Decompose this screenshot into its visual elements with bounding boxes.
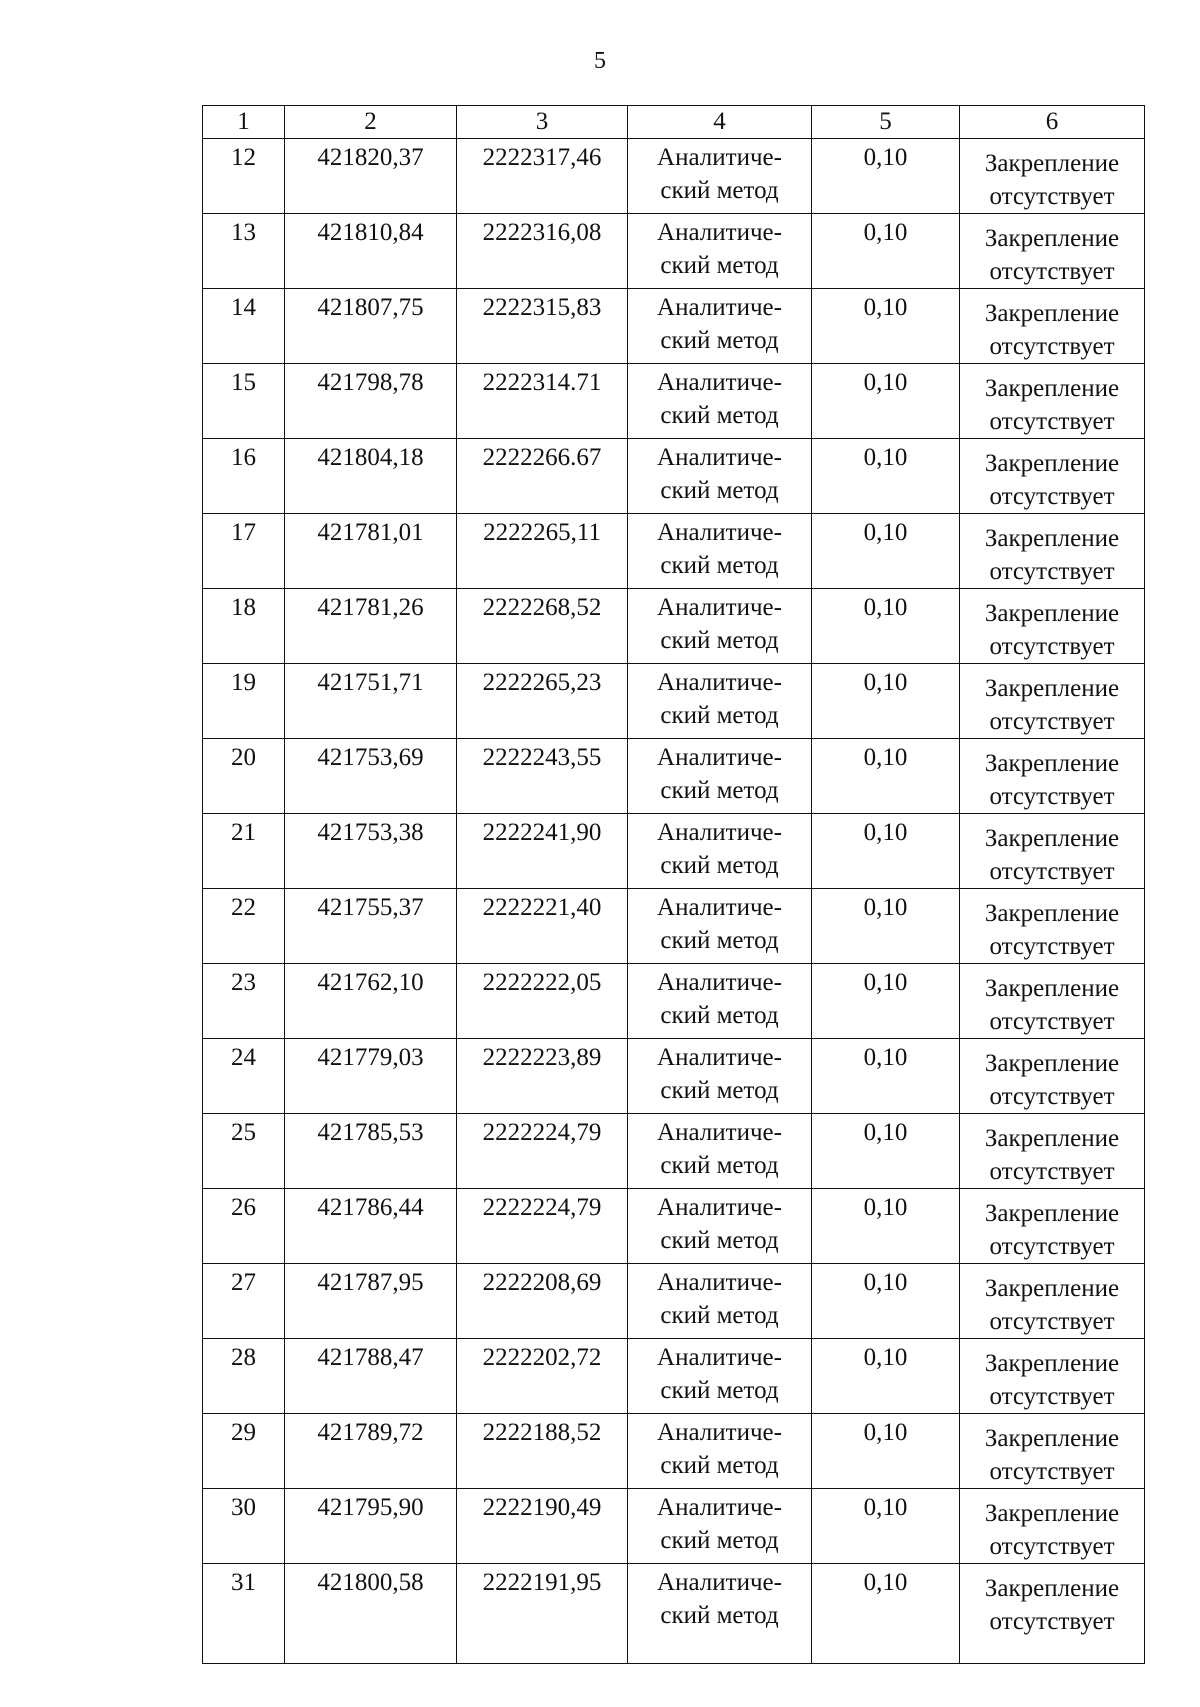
table-row	[203, 1414, 1145, 1489]
header-cell-5: 5	[812, 106, 960, 139]
method-text-line: Аналитиче-	[657, 1344, 782, 1371]
table-row	[203, 1564, 1145, 1664]
method-text-line: Аналитиче-	[657, 1194, 782, 1221]
table-row	[203, 439, 1145, 514]
method-cell	[628, 739, 812, 814]
point-number-cell: 31	[203, 1564, 285, 1664]
table-body	[203, 139, 1145, 1664]
y-coordinate-cell: 2222208,69	[457, 1264, 628, 1339]
fixing-cell	[960, 739, 1145, 814]
method-text-line: Аналитиче-	[657, 1419, 782, 1446]
fixing-cell	[960, 589, 1145, 664]
point-number-cell: 26	[203, 1189, 285, 1264]
x-coordinate-cell: 421800,58	[285, 1564, 457, 1664]
method-cell	[628, 1264, 812, 1339]
method-text-line: ский метод	[660, 852, 779, 879]
fixing-text-line: Закрепление	[984, 225, 1120, 252]
point-number-cell: 24	[203, 1039, 285, 1114]
method-text-line: ский метод	[660, 177, 779, 204]
method-text-line: ский метод	[660, 1377, 779, 1404]
method-text-line: Аналитиче-	[657, 219, 782, 246]
y-coordinate-cell: 2222315,83	[457, 289, 628, 364]
x-coordinate-cell: 421779,03	[285, 1039, 457, 1114]
fixing-cell	[960, 1114, 1145, 1189]
point-number-cell: 20	[203, 739, 285, 814]
fixing-text-line: отсутствует	[989, 783, 1115, 810]
table-row	[203, 814, 1145, 889]
x-coordinate-cell: 421810,84	[285, 214, 457, 289]
accuracy-cell: 0,10	[812, 664, 960, 739]
method-text-line: ский метод	[660, 327, 779, 354]
y-coordinate-cell: 2222190,49	[457, 1489, 628, 1564]
y-coordinate-cell: 2222224,79	[457, 1114, 628, 1189]
fixing-text-line: отсутствует	[989, 1083, 1115, 1110]
x-coordinate-cell: 421798,78	[285, 364, 457, 439]
accuracy-cell: 0,10	[812, 589, 960, 664]
y-coordinate-cell: 2222191,95	[457, 1564, 628, 1664]
method-text-line: ский метод	[660, 927, 779, 954]
header-cell-3: 3	[457, 106, 628, 139]
table-row	[203, 1189, 1145, 1264]
method-text-line: ский метод	[660, 402, 779, 429]
fixing-text-line: отсутствует	[989, 708, 1115, 735]
x-coordinate-cell: 421762,10	[285, 964, 457, 1039]
point-number-cell: 14	[203, 289, 285, 364]
accuracy-cell: 0,10	[812, 1414, 960, 1489]
table-row	[203, 964, 1145, 1039]
fixing-text-line: Закрепление	[984, 975, 1120, 1002]
y-coordinate-cell: 2222224,79	[457, 1189, 628, 1264]
fixing-text-line: Закрепление	[984, 1425, 1120, 1452]
fixing-text-line: отсутствует	[989, 483, 1115, 510]
method-cell	[628, 514, 812, 589]
fixing-text-line: отсутствует	[989, 258, 1115, 285]
y-coordinate-cell: 2222221,40	[457, 889, 628, 964]
y-coordinate-cell: 2222317,46	[457, 139, 628, 214]
method-text-line: Аналитиче-	[657, 444, 782, 471]
table-row	[203, 139, 1145, 214]
accuracy-cell: 0,10	[812, 1339, 960, 1414]
method-text-line: Аналитиче-	[657, 819, 782, 846]
table-row	[203, 1039, 1145, 1114]
y-coordinate-cell: 2222241,90	[457, 814, 628, 889]
method-text-line: ский метод	[660, 1227, 779, 1254]
y-coordinate-cell: 2222202,72	[457, 1339, 628, 1414]
x-coordinate-cell: 421807,75	[285, 289, 457, 364]
y-coordinate-cell: 2222266.67	[457, 439, 628, 514]
method-text-line: Аналитиче-	[657, 144, 782, 171]
method-text-line: Аналитиче-	[657, 1494, 782, 1521]
fixing-text-line: отсутствует	[989, 1008, 1115, 1035]
fixing-text-line: отсутствует	[989, 933, 1115, 960]
accuracy-cell: 0,10	[812, 1114, 960, 1189]
method-text-line: ский метод	[660, 1452, 779, 1479]
point-number-cell: 18	[203, 589, 285, 664]
accuracy-cell: 0,10	[812, 439, 960, 514]
x-coordinate-cell: 421751,71	[285, 664, 457, 739]
method-text-line: Аналитиче-	[657, 744, 782, 771]
fixing-text-line: Закрепление	[984, 525, 1120, 552]
fixing-text-line: отсутствует	[989, 333, 1115, 360]
fixing-text-line: отсутствует	[989, 1158, 1115, 1185]
method-cell	[628, 814, 812, 889]
y-coordinate-cell: 2222265,23	[457, 664, 628, 739]
method-text-line: ский метод	[660, 252, 779, 279]
accuracy-cell: 0,10	[812, 289, 960, 364]
fixing-text-line: Закрепление	[984, 1575, 1120, 1602]
fixing-cell	[960, 289, 1145, 364]
fixing-cell	[960, 1189, 1145, 1264]
point-number-cell: 19	[203, 664, 285, 739]
x-coordinate-cell: 421787,95	[285, 1264, 457, 1339]
fixing-text-line: отсутствует	[989, 1533, 1115, 1560]
fixing-text-line: отсутствует	[989, 633, 1115, 660]
y-coordinate-cell: 2222314.71	[457, 364, 628, 439]
method-text-line: ский метод	[660, 1527, 779, 1554]
fixing-cell	[960, 889, 1145, 964]
table-row	[203, 289, 1145, 364]
fixing-text-line: Закрепление	[984, 1125, 1120, 1152]
fixing-text-line: отсутствует	[989, 858, 1115, 885]
fixing-text-line: отсутствует	[989, 1233, 1115, 1260]
point-number-cell: 17	[203, 514, 285, 589]
fixing-text-line: отсутствует	[989, 558, 1115, 585]
table-row	[203, 889, 1145, 964]
accuracy-cell: 0,10	[812, 964, 960, 1039]
accuracy-cell: 0,10	[812, 1264, 960, 1339]
point-number-cell: 12	[203, 139, 285, 214]
fixing-text-line: отсутствует	[989, 1383, 1115, 1410]
fixing-text-line: отсутствует	[989, 1308, 1115, 1335]
fixing-text-line: отсутствует	[989, 1608, 1115, 1635]
method-cell	[628, 964, 812, 1039]
method-text-line: Аналитиче-	[657, 1044, 782, 1071]
table-row	[203, 1264, 1145, 1339]
header-cell-2: 2	[285, 106, 457, 139]
method-cell	[628, 589, 812, 664]
accuracy-cell: 0,10	[812, 814, 960, 889]
method-text-line: Аналитиче-	[657, 519, 782, 546]
table-row	[203, 1489, 1145, 1564]
method-cell	[628, 439, 812, 514]
table-row	[203, 1339, 1145, 1414]
fixing-cell	[960, 214, 1145, 289]
table-row	[203, 214, 1145, 289]
fixing-text-line: Закрепление	[984, 675, 1120, 702]
fixing-cell	[960, 1339, 1145, 1414]
header-cell-6: 6	[960, 106, 1145, 139]
fixing-cell	[960, 1039, 1145, 1114]
x-coordinate-cell: 421755,37	[285, 889, 457, 964]
fixing-text-line: Закрепление	[984, 1500, 1120, 1527]
y-coordinate-cell: 2222243,55	[457, 739, 628, 814]
fixing-cell	[960, 1564, 1145, 1664]
x-coordinate-cell: 421753,69	[285, 739, 457, 814]
fixing-cell	[960, 964, 1145, 1039]
accuracy-cell: 0,10	[812, 1189, 960, 1264]
table-row	[203, 664, 1145, 739]
fixing-text-line: отсутствует	[989, 1458, 1115, 1485]
table-row	[203, 589, 1145, 664]
method-text-line: Аналитиче-	[657, 1119, 782, 1146]
x-coordinate-cell: 421820,37	[285, 139, 457, 214]
x-coordinate-cell: 421785,53	[285, 1114, 457, 1189]
method-cell	[628, 1189, 812, 1264]
point-number-cell: 15	[203, 364, 285, 439]
point-number-cell: 29	[203, 1414, 285, 1489]
accuracy-cell: 0,10	[812, 514, 960, 589]
method-cell	[628, 1414, 812, 1489]
accuracy-cell: 0,10	[812, 1564, 960, 1664]
method-cell	[628, 214, 812, 289]
fixing-cell	[960, 439, 1145, 514]
x-coordinate-cell: 421753,38	[285, 814, 457, 889]
point-number-cell: 16	[203, 439, 285, 514]
fixing-cell	[960, 814, 1145, 889]
point-number-cell: 21	[203, 814, 285, 889]
fixing-text-line: Закрепление	[984, 1050, 1120, 1077]
method-text-line: Аналитиче-	[657, 594, 782, 621]
accuracy-cell: 0,10	[812, 739, 960, 814]
page-number: 5	[594, 48, 606, 74]
method-cell	[628, 1339, 812, 1414]
fixing-cell	[960, 139, 1145, 214]
fixing-text-line: Закрепление	[984, 1200, 1120, 1227]
method-text-line: ский метод	[660, 1077, 779, 1104]
header-cell-1: 1	[203, 106, 285, 139]
x-coordinate-cell: 421788,47	[285, 1339, 457, 1414]
fixing-text-line: Закрепление	[984, 825, 1120, 852]
fixing-cell	[960, 664, 1145, 739]
y-coordinate-cell: 2222268,52	[457, 589, 628, 664]
coordinates-table	[202, 105, 1145, 1664]
table-row	[203, 739, 1145, 814]
method-cell	[628, 1489, 812, 1564]
x-coordinate-cell: 421786,44	[285, 1189, 457, 1264]
fixing-cell	[960, 1264, 1145, 1339]
method-cell	[628, 1039, 812, 1114]
point-number-cell: 13	[203, 214, 285, 289]
method-cell	[628, 1114, 812, 1189]
table-row	[203, 514, 1145, 589]
accuracy-cell: 0,10	[812, 139, 960, 214]
y-coordinate-cell: 2222316,08	[457, 214, 628, 289]
method-cell	[628, 289, 812, 364]
method-cell	[628, 139, 812, 214]
method-text-line: ский метод	[660, 1152, 779, 1179]
method-text-line: ский метод	[660, 552, 779, 579]
table-header-row	[203, 106, 1145, 139]
fixing-text-line: Закрепление	[984, 900, 1120, 927]
header-cell-4: 4	[628, 106, 812, 139]
method-cell	[628, 889, 812, 964]
method-text-line: Аналитиче-	[657, 894, 782, 921]
x-coordinate-cell: 421781,26	[285, 589, 457, 664]
point-number-cell: 25	[203, 1114, 285, 1189]
point-number-cell: 22	[203, 889, 285, 964]
accuracy-cell: 0,10	[812, 364, 960, 439]
method-text-line: ский метод	[660, 777, 779, 804]
method-text-line: Аналитиче-	[657, 969, 782, 996]
fixing-cell	[960, 364, 1145, 439]
method-cell	[628, 364, 812, 439]
method-text-line: ский метод	[660, 627, 779, 654]
fixing-text-line: Закрепление	[984, 150, 1120, 177]
table-row	[203, 364, 1145, 439]
fixing-text-line: отсутствует	[989, 183, 1115, 210]
method-text-line: Аналитиче-	[657, 294, 782, 321]
fixing-text-line: отсутствует	[989, 408, 1115, 435]
point-number-cell: 30	[203, 1489, 285, 1564]
point-number-cell: 28	[203, 1339, 285, 1414]
point-number-cell: 27	[203, 1264, 285, 1339]
fixing-text-line: Закрепление	[984, 600, 1120, 627]
fixing-text-line: Закрепление	[984, 1350, 1120, 1377]
method-text-line: Аналитиче-	[657, 1269, 782, 1296]
method-cell	[628, 664, 812, 739]
fixing-text-line: Закрепление	[984, 300, 1120, 327]
table-row	[203, 1114, 1145, 1189]
fixing-cell	[960, 514, 1145, 589]
x-coordinate-cell: 421781,01	[285, 514, 457, 589]
accuracy-cell: 0,10	[812, 889, 960, 964]
y-coordinate-cell: 2222265,11	[457, 514, 628, 589]
method-text-line: Аналитиче-	[657, 669, 782, 696]
accuracy-cell: 0,10	[812, 1489, 960, 1564]
method-text-line: ский метод	[660, 1002, 779, 1029]
fixing-text-line: Закрепление	[984, 450, 1120, 477]
method-text-line: Аналитиче-	[657, 369, 782, 396]
accuracy-cell: 0,10	[812, 1039, 960, 1114]
fixing-text-line: Закрепление	[984, 375, 1120, 402]
method-text-line: ский метод	[660, 702, 779, 729]
method-text-line: ский метод	[660, 1602, 779, 1629]
point-number-cell: 23	[203, 964, 285, 1039]
fixing-cell	[960, 1414, 1145, 1489]
fixing-cell	[960, 1489, 1145, 1564]
method-text-line: Аналитиче-	[657, 1569, 782, 1596]
x-coordinate-cell: 421804,18	[285, 439, 457, 514]
x-coordinate-cell: 421795,90	[285, 1489, 457, 1564]
fixing-text-line: Закрепление	[984, 750, 1120, 777]
accuracy-cell: 0,10	[812, 214, 960, 289]
x-coordinate-cell: 421789,72	[285, 1414, 457, 1489]
method-text-line: ский метод	[660, 477, 779, 504]
method-text-line: ский метод	[660, 1302, 779, 1329]
y-coordinate-cell: 2222188,52	[457, 1414, 628, 1489]
method-cell	[628, 1564, 812, 1664]
fixing-text-line: Закрепление	[984, 1275, 1120, 1302]
y-coordinate-cell: 2222223,89	[457, 1039, 628, 1114]
y-coordinate-cell: 2222222,05	[457, 964, 628, 1039]
